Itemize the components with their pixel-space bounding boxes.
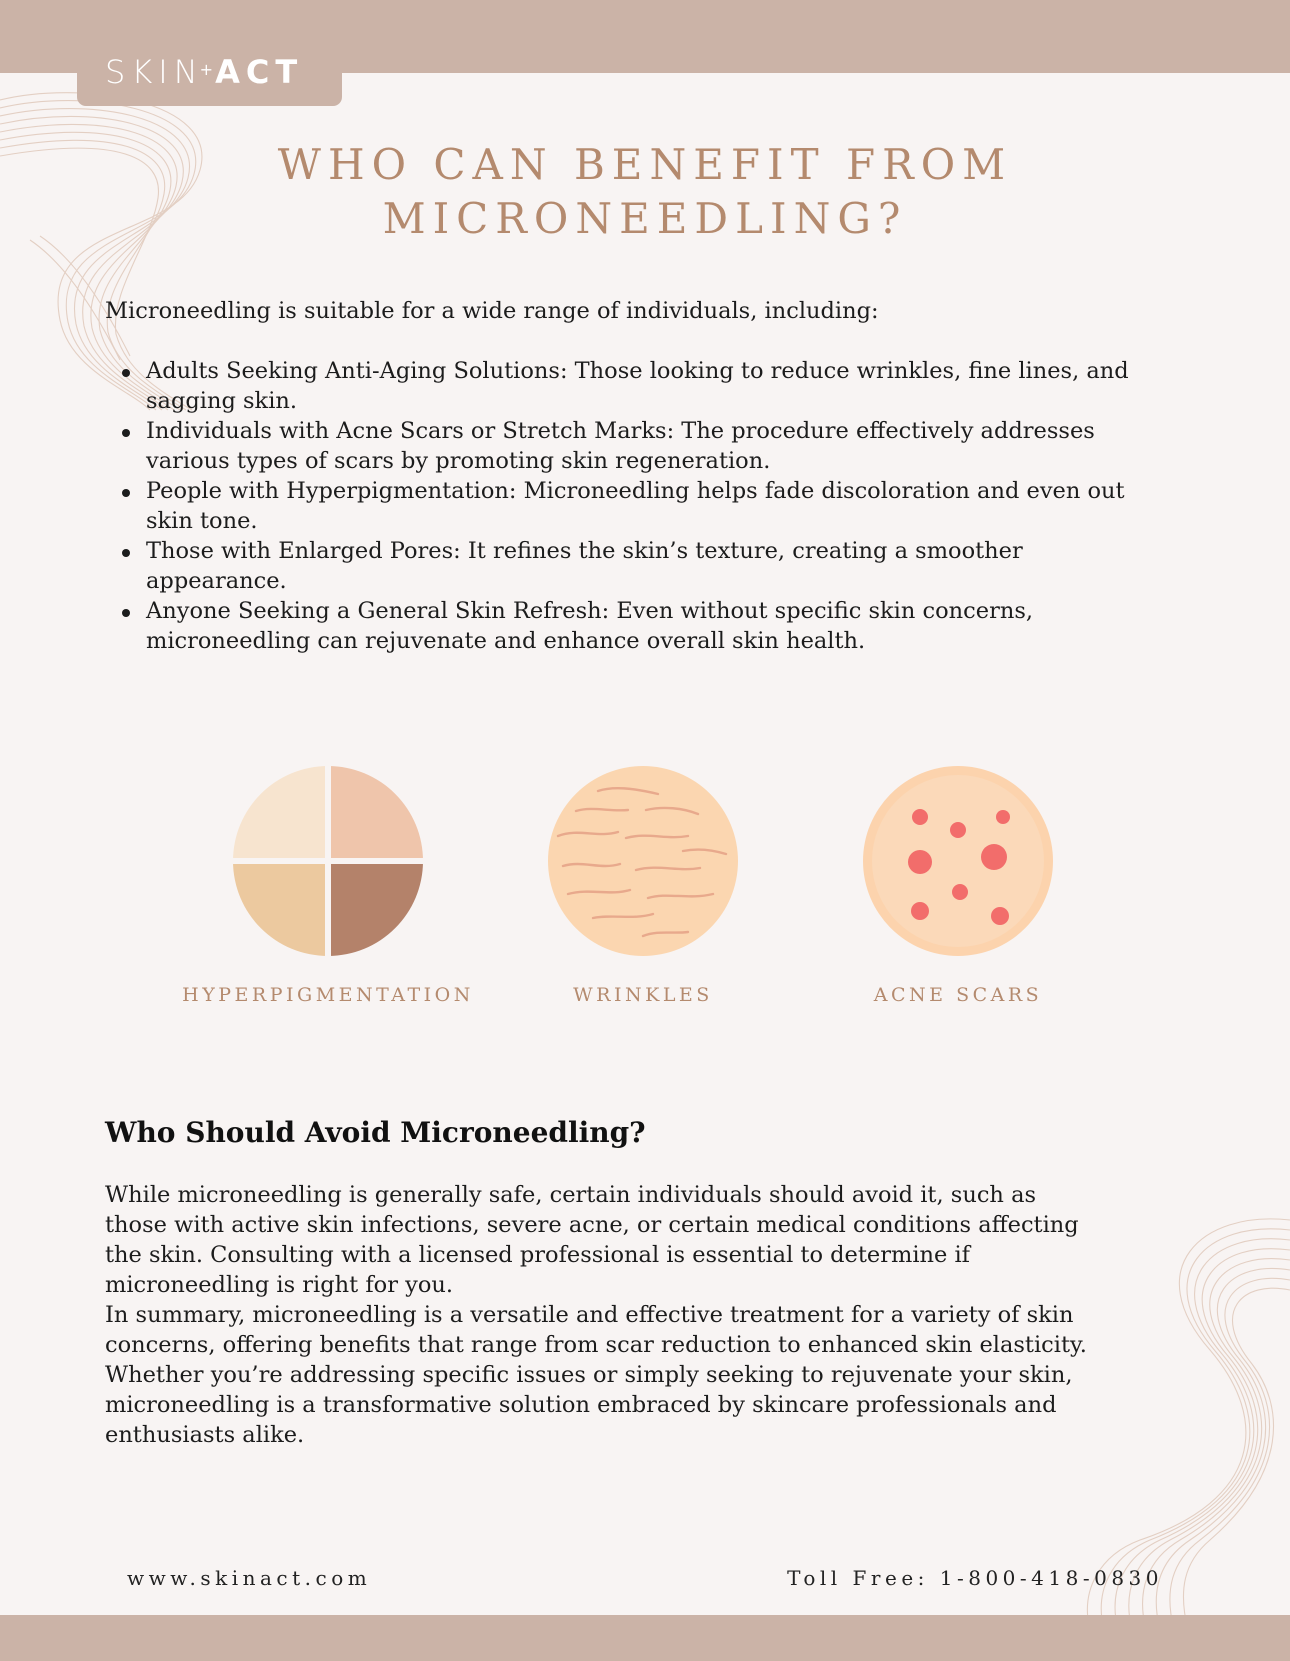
- benefits-list: [105, 356, 1146, 656]
- brand-logo[interactable]: [105, 50, 303, 94]
- logo-text-light: SKIN: [105, 53, 204, 91]
- benefit-item: Anyone Seeking a General Skin Refresh: Even without specific skin concerns, microneedling can rejuvenate and enhance overall skin health.: [146, 596, 1146, 656]
- wrinkles-label: WRINKLES: [573, 984, 713, 1006]
- avoid-heading: Who Should Avoid Microneedling?: [105, 1116, 646, 1149]
- wrinkles-icon: [548, 766, 738, 956]
- hyperpigmentation-label: HYPERPIGMENTATION: [182, 984, 474, 1006]
- acne-scars-label: ACNE SCARS: [873, 984, 1043, 1006]
- intro-text: Microneedling is suitable for a wide range of individuals, including:: [105, 298, 879, 324]
- benefit-item: People with Hyperpigmentation: Microneedling helps fade discoloration and even out skin tone.: [146, 476, 1146, 536]
- acne-scars-icon: [863, 766, 1053, 956]
- logo-plus: +: [199, 60, 216, 79]
- logo-text-bold: ACT: [215, 53, 304, 91]
- avoid-text: [105, 1180, 1105, 1450]
- bottom-bar: [0, 1615, 1290, 1661]
- website-link[interactable]: www.skinact.com: [127, 1566, 372, 1590]
- benefit-item: Those with Enlarged Pores: It refines the skin’s texture, creating a smoother appearance.: [146, 536, 1146, 596]
- benefit-item: Adults Seeking Anti-Aging Solutions: Those looking to reduce wrinkles, fine lines, and sagging skin.: [146, 356, 1146, 416]
- hyperpigmentation-icon: [233, 766, 423, 956]
- summary-paragraph: In summary, microneedling is a versatile and effective treatment for a variety of skin concerns, offering benefits that range from scar reduction to enhanced skin elasticity. Whether you’re addressing specific issues or simply seeking to rejuvenate your skin, microneedling is a transformative solution embraced by skincare professionals and enthusiasts alike.: [105, 1302, 1087, 1448]
- avoid-paragraph: While microneedling is generally safe, certain individuals should avoid it, such as those with active skin infections, severe acne, or certain medical conditions affecting the skin. Consulting with a licensed professional is essential to determine if microneedling is right for you.: [105, 1182, 1079, 1298]
- benefit-item: Individuals with Acne Scars or Stretch Marks: The procedure effectively addresses various types of scars by promoting skin regeneration.: [146, 416, 1146, 476]
- page-title: WHO CAN BENEFIT FROM MICRONEEDLING?: [277, 140, 1013, 243]
- toll-free-phone[interactable]: Toll Free: 1-800-418-0830: [787, 1566, 1163, 1590]
